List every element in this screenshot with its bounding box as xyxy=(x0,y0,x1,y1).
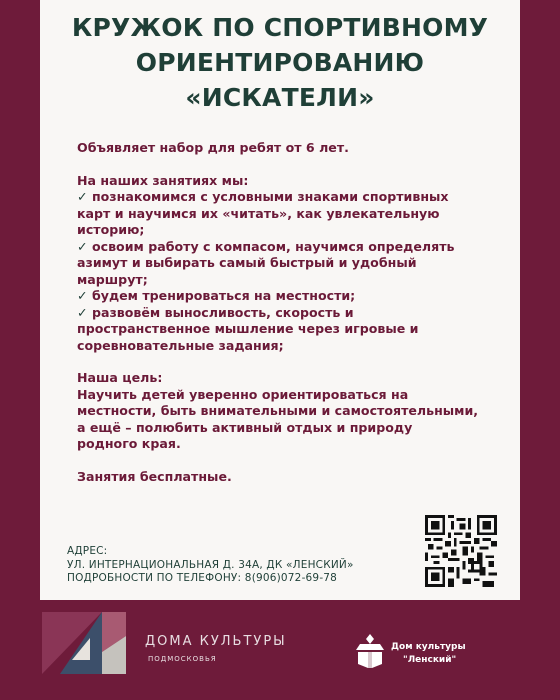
title-line-2: ОРИЕНТИРОВАНИЮ xyxy=(135,48,425,77)
activities-block xyxy=(77,173,497,355)
goal-line-3: а ещё – полюбить активный отдых и природу xyxy=(77,419,413,435)
check-icon: ✓ xyxy=(77,238,88,254)
goal-block xyxy=(77,370,497,453)
phone-text: ПОДРОБНОСТИ ПО ТЕЛЕФОНУ: 8(906)072-69-78 xyxy=(67,572,338,584)
goal-line-2: местности, быть внимательными и самостоятельными, xyxy=(77,403,479,418)
goal-line-1: Научить детей уверенно ориентироваться на xyxy=(77,386,409,402)
activity-1-line-2: карт и научимся их «читать», как увлекательную xyxy=(77,205,440,221)
poster-card xyxy=(40,0,520,600)
lenskiy-line-1: Дом культуры xyxy=(391,642,466,652)
goal-line-4: родного края. xyxy=(77,436,181,451)
check-icon: ✓ xyxy=(77,288,88,303)
title-line-3: «ИСКАТЕЛИ» xyxy=(185,83,375,112)
poster-title xyxy=(40,10,520,115)
doma-kultury-logo-icon xyxy=(42,612,126,674)
lenskiy-logo-icon xyxy=(356,634,384,668)
activity-2-line-3: маршрут; xyxy=(77,271,148,287)
activity-4-line-2: пространственное мышление через игровые и xyxy=(77,321,419,336)
free-text: Занятия бесплатные. xyxy=(77,468,232,484)
poster-body xyxy=(77,140,497,501)
intro-text: Объявляет набор для ребят от 6 лет. xyxy=(77,140,349,155)
activity-4-line-1: ✓ развовём выносливость, скорость и xyxy=(77,304,354,320)
activities-heading: На наших занятиях мы: xyxy=(77,172,249,188)
lenskiy-line-2: "Ленский" xyxy=(403,655,457,665)
address-text: УЛ. ИНТЕРНАЦИОНАЛЬНАЯ Д. 34А, ДК «ЛЕНСКИЙ» xyxy=(67,558,354,571)
activity-1-line-1: ✓ познакомимся с условными знаками спортивных xyxy=(77,189,449,204)
qr-code-icon[interactable] xyxy=(425,515,497,587)
address-label: АДРЕС: xyxy=(67,545,108,557)
check-icon: ✓ xyxy=(77,304,88,320)
activity-2-line-2: азимут и выбирать самый быстрый и удобный xyxy=(77,255,417,270)
contact-footer xyxy=(67,545,397,586)
activity-4-line-3: соревновательные задания; xyxy=(77,337,284,353)
goal-heading: Наша цель: xyxy=(77,370,163,385)
doma-kultury-subtitle: ПОДМОСКОВЬЯ xyxy=(148,655,217,663)
title-line-1: КРУЖОК ПО СПОРТИВНОМУ xyxy=(71,13,489,42)
doma-kultury-title: ДОМА КУЛЬТУРЫ xyxy=(145,634,287,649)
check-icon: ✓ xyxy=(77,189,88,204)
activity-1-line-3: историю; xyxy=(77,222,145,237)
activity-3-line-1: ✓ будем тренироваться на местности; xyxy=(77,288,356,303)
activity-2-line-1: ✓ освоим работу с компасом, научимся определять xyxy=(77,238,455,254)
